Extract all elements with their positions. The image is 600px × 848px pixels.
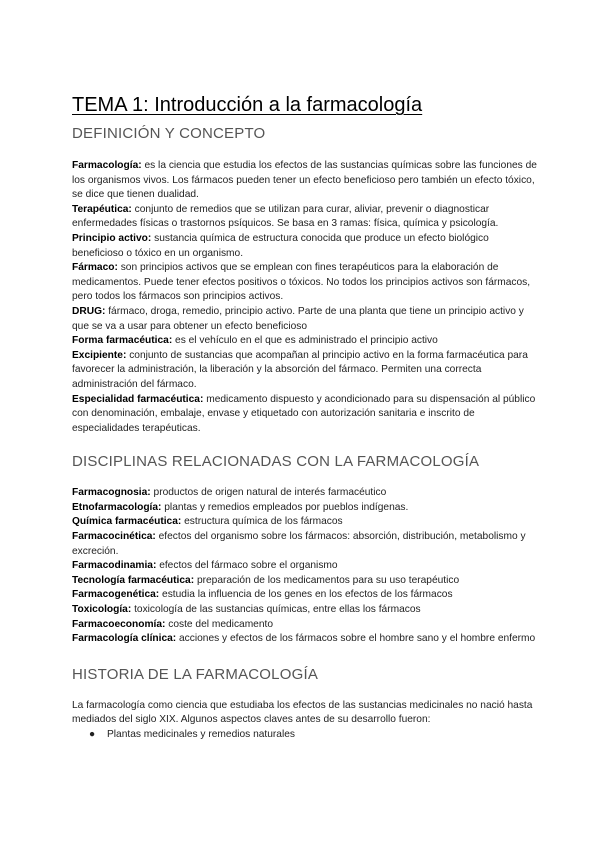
discipline-term: Química farmacéutica: <box>72 516 182 528</box>
definition-entry <box>72 159 540 203</box>
definition-term: Farmacología: <box>72 160 142 171</box>
historia-paragraph: La farmacología como ciencia que estudiaba los efectos de las sustancias medicinales no nació hasta mediados del siglo XIX. Algunos aspectos claves antes de su desarrollo fueron: <box>72 699 533 726</box>
discipline-term: Farmacocinética: <box>72 531 156 543</box>
definition-entry <box>72 261 540 305</box>
discipline-term: Farmacoeconomía: <box>72 618 166 630</box>
discipline-entry <box>72 574 540 589</box>
discipline-term: Toxicología: <box>72 604 132 616</box>
definition-entry <box>72 393 540 437</box>
definition-text: conjunto de remedios que se utilizan para curar, aliviar, prevenir o diagnosticar enfermedades físicas o trastornos psíquicos. Se basa en 3 ramas: física, química y psicología. <box>72 203 499 230</box>
discipline-text: preparación de los medicamentos para su uso terapéutico <box>194 574 460 586</box>
definition-term: Fármaco: <box>72 262 118 274</box>
definition-term: Especialidad farmacéutica: <box>72 393 204 405</box>
definition-term: Terapéutica: <box>72 203 132 215</box>
discipline-entry <box>72 588 540 603</box>
definition-text: es la ciencia que estudia los efectos de las sustancias químicas sobre las funciones de los organismos vivos. Los fármacos pueden tener un efecto beneficioso pero también un efecto tóxico, se dice que tienen dualidad. <box>72 160 537 201</box>
discipline-text: toxicología de las sustancias químicas, entre ellas los fármacos <box>131 604 421 616</box>
definition-text: medicamento dispuesto y acondicionado para su dispensación al público con denominación, embalaje, envase y etiquetado con autorización sanitaria e inscrito de especialidades terapéuticas. <box>72 393 536 434</box>
discipline-entry <box>72 559 540 574</box>
definition-entry <box>72 349 540 393</box>
definitions-list <box>72 159 540 436</box>
definition-term: Forma farmacéutica: <box>72 335 173 347</box>
definition-text: sustancia química de estructura conocida que produce un efecto biológico beneficioso o tóxico en un organismo. <box>72 232 489 259</box>
disciplines-list <box>72 486 540 647</box>
definition-text: es el vehículo en el que es administrado el principio activo <box>172 335 438 347</box>
definition-text: son principios activos que se emplean con fines terapéuticos para la elaboración de medicamentos. Puede tener efectos positivos o tóxicos. No todos los principios activos son fármacos, pero todos los fármacos son principios activos. <box>72 262 531 303</box>
discipline-text: efectos del organismo sobre los fármacos: absorción, distribución, metabolismo y excreción. <box>72 531 526 557</box>
discipline-entry <box>72 603 540 618</box>
historia-bullet-list <box>72 728 540 743</box>
definition-text: conjunto de sustancias que acompañan al principio activo en la forma farmacéutica para favorecer la administración, la liberación y la absorción del fármaco. Permiten una correcta administración del fármaco. <box>72 349 528 390</box>
discipline-entry <box>72 618 540 633</box>
section-heading-historia: HISTORIA DE LA FARMACOLOGÍA <box>72 665 319 683</box>
definition-term: Principio activo: <box>72 232 152 244</box>
discipline-entry <box>72 632 540 647</box>
discipline-entry <box>72 501 540 516</box>
discipline-text: estudia la influencia de los genes en los efectos de los fármacos <box>159 589 453 601</box>
definition-entry <box>72 334 540 349</box>
discipline-term: Farmacología clínica: <box>72 633 177 645</box>
definition-entry <box>72 203 540 232</box>
discipline-term: Farmacognosia: <box>72 487 151 499</box>
definition-entry <box>72 305 540 334</box>
discipline-text: acciones y efectos de los fármacos sobre el hombre sano y el hombre enfermo <box>176 633 536 645</box>
list-item-text: Plantas medicinales y remedios naturales <box>107 729 295 740</box>
discipline-entry <box>72 515 540 530</box>
discipline-term: Farmacodinamia: <box>72 560 157 572</box>
list-item <box>89 728 540 743</box>
discipline-term: Farmacogenética: <box>72 589 160 601</box>
section-heading-disciplinas: DISCIPLINAS RELACIONADAS CON LA FARMACOLOGÍA <box>72 453 480 471</box>
discipline-text: productos de origen natural de interés farmacéutico <box>150 487 387 499</box>
bullet-icon: ● <box>89 729 96 740</box>
discipline-text: efectos del fármaco sobre el organismo <box>156 560 338 572</box>
discipline-text: estructura química de los fármacos <box>181 516 343 528</box>
definition-entry <box>72 232 540 261</box>
discipline-entry <box>72 530 540 559</box>
discipline-text: plantas y remedios empleados por pueblos indígenas. <box>161 501 409 513</box>
definition-term: Excipiente: <box>72 349 127 361</box>
discipline-text: coste del medicamento <box>165 618 274 630</box>
discipline-entry <box>72 486 540 501</box>
discipline-term: Tecnología farmacéutica: <box>72 574 195 586</box>
definition-text: fármaco, droga, remedio, principio activo. Parte de una planta que tiene un principio activo y que se va a usar para obtener un efecto beneficioso <box>72 305 524 332</box>
section-heading-definicion: DEFINICIÓN Y CONCEPTO <box>72 125 266 142</box>
page-title: TEMA 1: Introducción a la farmacología <box>72 94 423 116</box>
discipline-term: Etnofarmacología: <box>72 501 162 513</box>
definition-term: DRUG: <box>72 305 106 317</box>
